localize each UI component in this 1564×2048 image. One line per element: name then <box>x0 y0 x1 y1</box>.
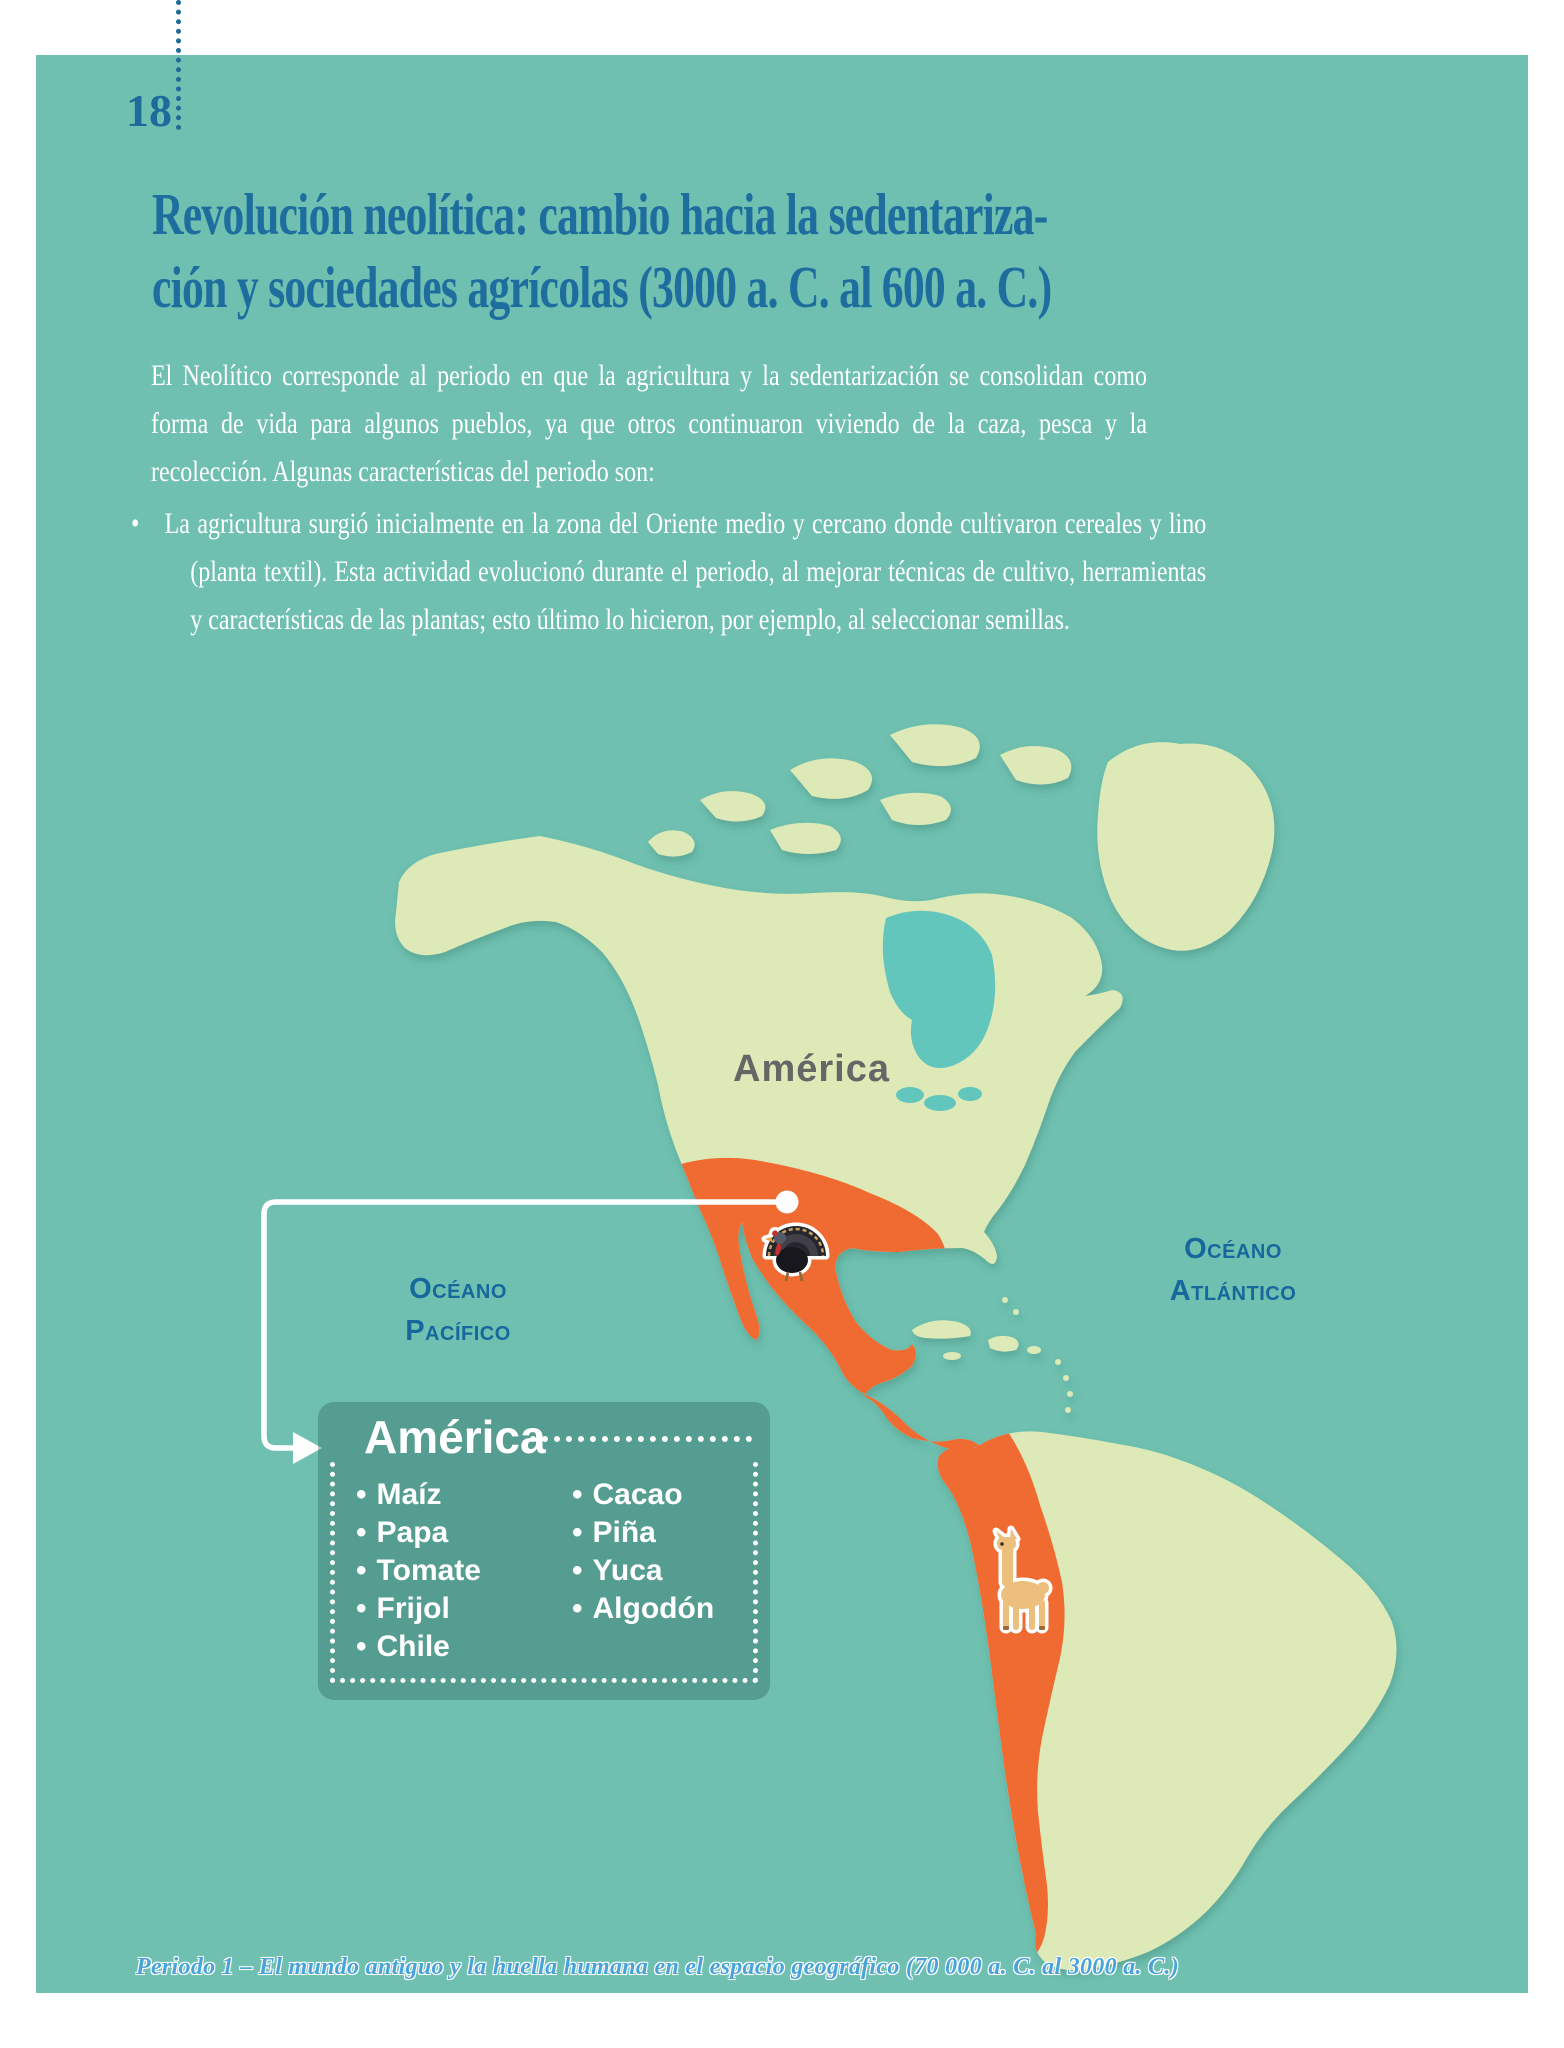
bullet-marker: • <box>356 1478 367 1511</box>
crop-label: Tomate <box>376 1554 481 1587</box>
north-america-shape <box>395 836 1123 1450</box>
crop-label: Yuca <box>592 1554 663 1587</box>
list-item <box>356 1476 481 1514</box>
crop-label: Piña <box>592 1516 656 1549</box>
bullet-marker: • <box>356 1516 367 1549</box>
pacific-ocean-label-line-2: Pacífico <box>405 1315 511 1347</box>
list-item <box>572 1552 714 1590</box>
bullet-marker: • <box>572 1478 583 1511</box>
callout-list-column-1 <box>356 1476 481 1666</box>
callout-title: América <box>364 1411 546 1463</box>
greenland-shape <box>1097 742 1274 951</box>
bullet-marker: • <box>356 1630 367 1663</box>
bullet-marker: • <box>356 1554 367 1587</box>
pacific-ocean-label-line-1: Océano <box>409 1273 507 1305</box>
footer-caption: Periodo 1 – El mundo antiguo y la huella humana en el espacio geográfico (70 000 a. C. al 3000 a. C.) <box>136 1954 1180 1980</box>
list-item <box>572 1476 714 1514</box>
crop-label: Chile <box>376 1630 450 1663</box>
list-item <box>572 1590 714 1628</box>
pacific-ocean-label <box>338 1268 578 1352</box>
bullet-marker: • <box>131 507 140 540</box>
map-point-marker <box>776 1191 799 1214</box>
page-number: 18 <box>126 85 172 136</box>
atlantic-ocean-label <box>1103 1228 1363 1312</box>
intro-paragraph: El Neolítico corresponde al periodo en que la agricultura y la sedentarización se consolidan como forma de vida para algunos pueblos, ya que otros continuaron viviendo de la caza, pesca y la recolección. Algunas características del periodo son: <box>151 359 1147 488</box>
page-title-line-2: ción y sociedades agrícolas (3000 a. C. al 600 a. C.) <box>152 254 1052 320</box>
bullet-marker: • <box>572 1554 583 1587</box>
bullet-marker: • <box>356 1592 367 1625</box>
page-title-line-1: Revolución neolítica: cambio hacia la sedentariza- <box>152 181 1048 247</box>
atlantic-ocean-label-line-2: Atlántico <box>1169 1275 1297 1307</box>
list-item <box>356 1514 481 1552</box>
callout-title-leader <box>530 1436 752 1442</box>
list-item <box>356 1590 481 1628</box>
crop-label: Maíz <box>376 1478 442 1511</box>
bullet-item-text: La agricultura surgió inicialmente en la zona del Oriente medio y cercano donde cultivaron cereales y lino (planta textil). Esta actividad evolucionó durante el periodo, al mejorar técnicas de cultivo, herramientas y características de las plantas; esto último lo hicieron, por ejemplo, al seleccionar semillas. <box>164 507 1207 636</box>
callout-list-column-2 <box>572 1476 714 1628</box>
atlantic-ocean-label-line-1: Océano <box>1184 1233 1282 1265</box>
crop-label: Frijol <box>376 1592 450 1625</box>
crop-label: Cacao <box>592 1478 683 1511</box>
list-item <box>356 1552 481 1590</box>
andes-highlight <box>880 1430 1065 1960</box>
caribbean-islands <box>912 1297 1073 1413</box>
list-item <box>572 1514 714 1552</box>
crop-label: Algodón <box>592 1592 715 1625</box>
list-item <box>356 1628 481 1666</box>
bullet-marker: • <box>572 1516 583 1549</box>
crop-label: Papa <box>376 1516 449 1549</box>
bullet-marker: • <box>572 1592 583 1625</box>
arctic-islands <box>648 724 1071 856</box>
crops-callout <box>318 1402 770 1700</box>
continent-label: América <box>733 1048 890 1090</box>
